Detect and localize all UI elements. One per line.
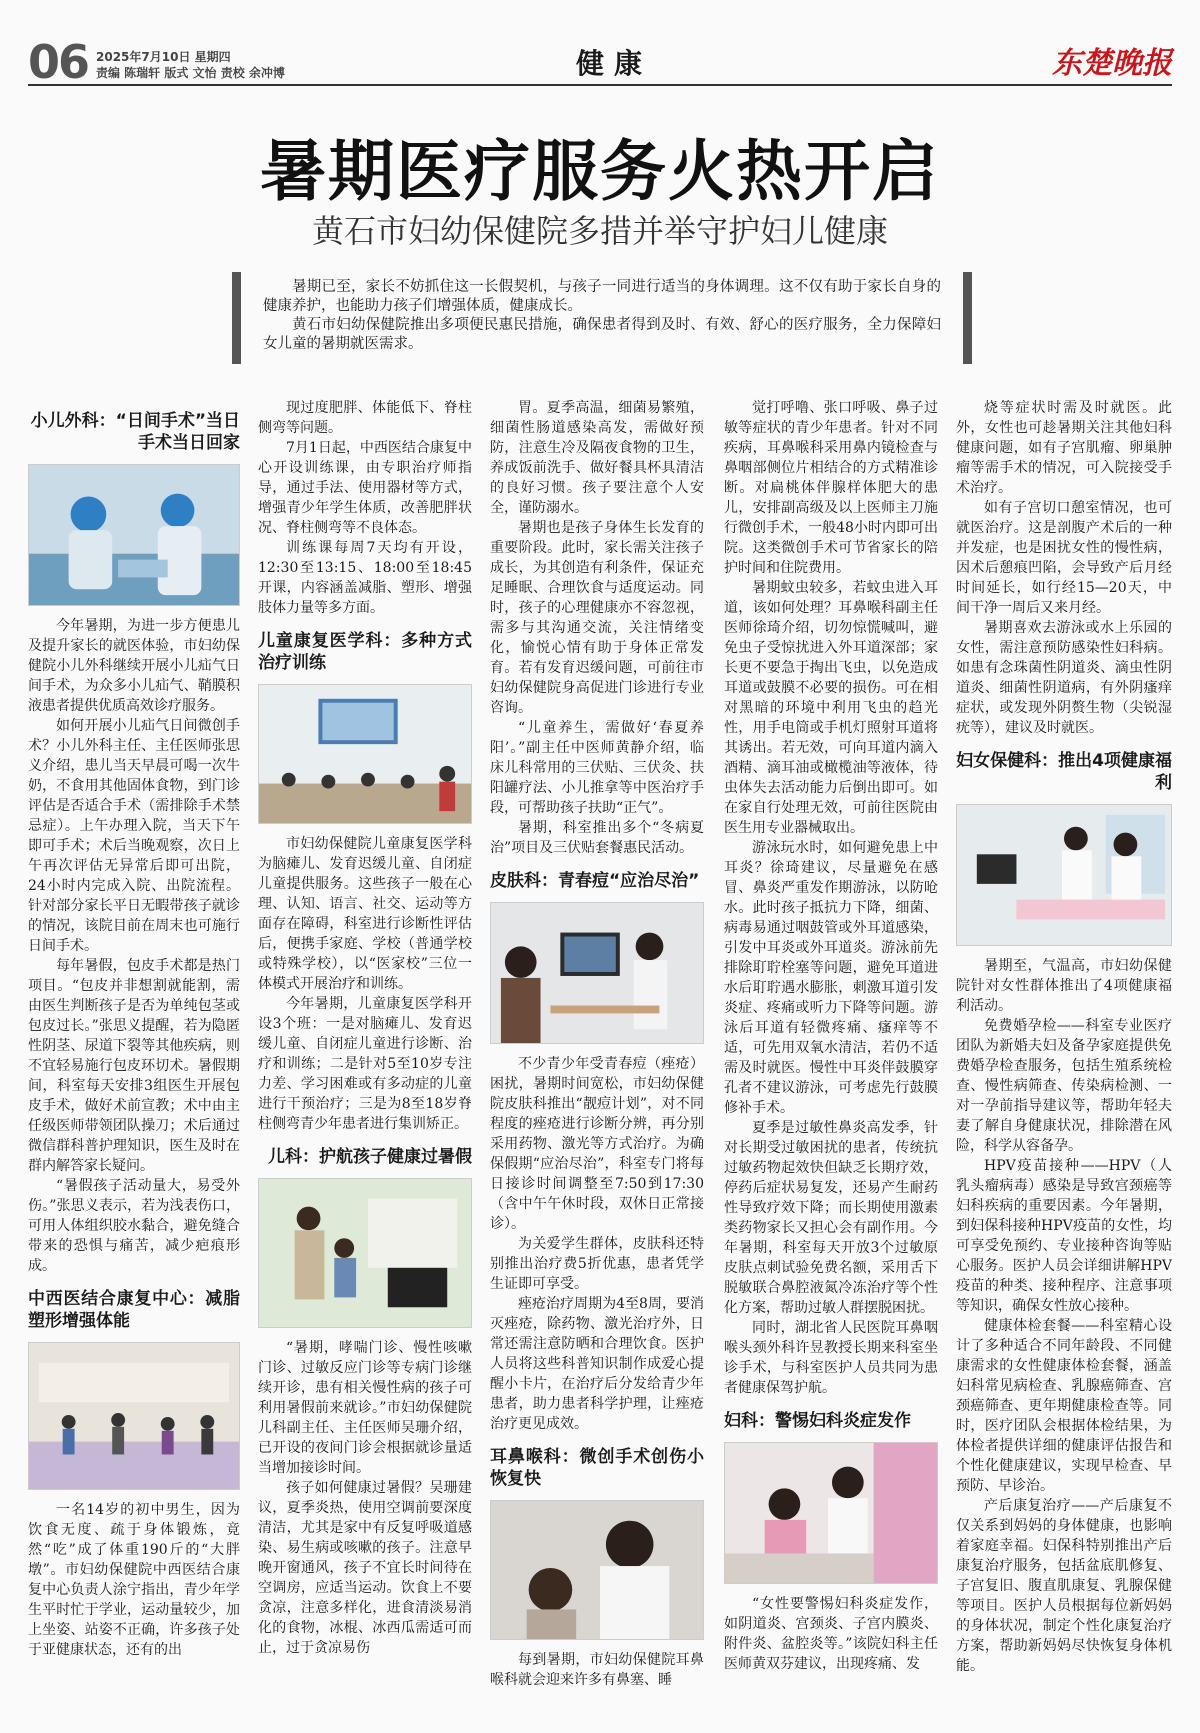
photo-womens-health: [956, 804, 1172, 946]
paragraph: HPV疫苗接种——HPV（人乳头瘤病毒）感染是导致宫颈癌等妇科疾病的重要因素。今年暑期，到妇保科接种HPV疫苗的女性，均可享受免预约、专业接种咨询等贴心服务。医护人员会详细讲解HPV疫苗的种类、接种程序、注意事项等知识，确保女性放心接种。: [956, 1158, 1172, 1314]
column-2: [258, 398, 472, 1723]
subheading-ent: 耳鼻喉科：微创手术创伤小恢复快: [490, 1447, 704, 1489]
paragraph: 训练课每周7天均有开设，12:30至13:15、18:00至18:45开课，内容涵盖减脂、塑形、增强肢体力量等多方面。: [258, 540, 472, 616]
subheading-dermatology: 皮肤科：青春痘“应治尽治”: [490, 871, 700, 891]
paragraph: 烧等症状时需及时就医。此外，女性也可趁暑期关注其他妇科健康问题，如有子宫肌瘤、卵巢肿瘤等需手术的情况，可入院接受手术治疗。: [956, 400, 1172, 496]
photo-exercise: [28, 1342, 240, 1490]
paragraph: 每年暑假，包皮手术都是热门项目。“包皮并非想割就能割，需由医生判断孩子是否为单纯包茎或包皮过长。”张思义提醒，若为隐匿性阴茎、尿道下裂等其他疾病，则不宜轻易施行包皮环切术。暑假期间，科室每天安排3组医生开展包皮手术，做好术前宣教；术中由主任级医师带领团队操刀；术后通过微信群科普护理知识，医生及时在群内解答家长疑问。: [28, 958, 240, 1174]
paragraph: “暑假孩子活动量大，易受外伤。”张思义表示，若为浅表伤口，可用人体组织胶水黏合，避免缝合带来的恐惧与痛苦，减少疤痕形成。: [28, 1178, 240, 1274]
paragraph: 暑期至，气温高，市妇幼保健院针对女性群体推出了4项健康福利活动。: [956, 958, 1172, 1014]
page-number: 06: [28, 35, 89, 89]
lead-paragraph: 黄石市妇幼保健院推出多项便民惠民措施，确保患者得到及时、有效、舒心的医疗服务，全力保障妇女儿童的暑期就医需求。: [263, 317, 941, 352]
subheading-rehab-center: 中西医结合康复中心：减脂塑形增强体能: [28, 1289, 240, 1331]
photo-classroom: [258, 684, 472, 824]
photo-surgery: [28, 464, 240, 606]
photo-dermatology: [490, 902, 704, 1044]
paragraph: 每到暑期，市妇幼保健院耳鼻喉科就会迎来许多有鼻塞、睡: [490, 1652, 704, 1688]
paragraph: 为关爱学生群体，皮肤科还特别推出治疗费5折优惠，患者凭学生证即可享受。: [490, 1236, 704, 1292]
paragraph: 今年暑期，为进一步方便患儿及提升家长的就医体验，市妇幼保健院小儿外科继续开展小儿疝气日间手术，为众多小儿疝气、鞘膜积液患者提供优质高效诊疗服务。: [28, 618, 240, 714]
column-3: [490, 398, 704, 1723]
subheading-pediatrics: 儿科：护航孩子健康过暑假: [268, 1147, 472, 1167]
column-5: [956, 398, 1172, 1723]
paragraph: 觉打呼噜、张口呼吸、鼻子过敏等症状的青少年患者。针对不同疾病，耳鼻喉科采用鼻内镜检查与鼻咽部侧位片相结合的方式精准诊断。对扁桃体伴腺样体肥大的患儿，安排副高级及以上医师主刀施行微创手术，一般48小时内即可出院。这类微创手术可节省家长的陪护时间和住院费用。: [724, 400, 938, 576]
lead-box: [232, 272, 972, 364]
date-line: 2025年7月10日 星期四: [96, 50, 231, 64]
paragraph: 暑期蚊虫较多，若蚊虫进入耳道，该如何处理？耳鼻喉科副主任医师徐琦介绍，切勿惊慌喊叫，避免虫子受惊扰进入外耳道深部；家长更不要急于掏出飞虫，以免造成耳道或鼓膜不必要的损伤。可在相对黑暗的环境中利用飞虫的趋光性，用手电筒或手机灯照射耳道将其诱出。若无效，可向耳道内滴入酒精、滴耳油或橄榄油等液体，待虫体失去活动能力后倒出即可。如在家自行处理无效，可前往医院由医生用专业器械取出。: [724, 580, 938, 836]
column-1: [28, 398, 240, 1723]
subheadline: 黄石市妇幼保健院多措并举守护妇儿健康: [311, 212, 888, 250]
subheading-pediatric-surgery: 小儿外科：“日间手术”当日手术当日回家: [30, 411, 240, 453]
paragraph: 如何开展小儿疝气日间微创手术？小儿外科主任、主任医师张思义介绍，患儿当天早晨可喝一次牛奶，不食用其他固体食物，到门诊评估是否适合手术（需排除手术禁忌症）。上午办理入院，当天下午即可手术；术后当晚观察，次日上午再次评估无异常后即可出院，24小时内完成入院、出院流程。针对部分家长平日无暇带孩子就诊的情况，该院目前在周末也可施行日间手术。: [28, 718, 240, 954]
paragraph: 胃。夏季高温，细菌易繁殖，细菌性肠道感染高发，需做好预防，注意生冷及隔夜食物的卫生，养成饭前洗手、做好餐具杯具清洁的良好习惯。孩子要注意个人安全，谨防溺水。: [490, 400, 704, 516]
paragraph: 如有子宫切口憩室情况，也可就医治疗。这是剖腹产术后的一种并发症，也是困扰女性的慢性病，因术后憩痕凹陷，会导致产后月经时间延长，如行经15—20天，中间干净一周后又来月经。: [956, 500, 1172, 616]
paragraph: 市妇幼保健院儿童康复医学科为脑瘫儿、发育迟缓儿童、自闭症儿童提供服务。这些孩子一般在心理、认知、语言、社交、运动等方面存在障碍，科室进行诊断性评估后，便携手家庭、学校（普通学校或特殊学校），以“医家校”三位一体模式开展治疗和训练。: [258, 836, 472, 992]
paragraph: 孩子如何健康过暑假？吴珊建议，夏季炎热，使用空调前要深度清洁，尤其是家中有反复呼吸道感染、易生病或咳嗽的孩子。注意早晚开窗通风，孩子不宜长时间待在空调房，应适当运动。饮食上不要贪凉，注意多样化，进食清淡易消化的食物，冰棍、冰西瓜需适可而止，过于贪凉易伤: [258, 1480, 472, 1656]
paragraph: 现过度肥胖、体能低下、脊柱侧弯等问题。: [258, 400, 472, 436]
paragraph: 痤疮治疗周期为4至8周，要消灭痤疮，除药物、激光治疗外，日常还需注意防晒和合理饮食。医护人员将这些科普知识制作成爱心提醒小卡片，在治疗后分发给青少年患者，助力患者科学护理，让痤疮治疗更见成效。: [490, 1296, 704, 1432]
column-4: [724, 398, 938, 1723]
paragraph: “暑期，哮喘门诊、慢性咳嗽门诊、过敏反应门诊等专病门诊继续开诊，患有相关慢性病的孩子可利用暑假前来就诊。”市妇幼保健院儿科副主任、主任医师吴珊介绍，已开设的夜间门诊会根据就诊量适当增加接诊时间。: [258, 1340, 472, 1476]
section-title: 健康: [576, 47, 653, 80]
paragraph: 暑期喜欢去游泳或水上乐园的女性，需注意预防感染性妇科病。如患有念珠菌性阴道炎、滴虫性阴道炎、细菌性阴道病，有外阴瘙痒症状，或发现外阴赘生物（尖锐湿疣等），建议及时就医。: [956, 620, 1172, 736]
paragraph: 暑期，科室推出多个“冬病夏治”项目及三伏贴套餐惠民活动。: [490, 820, 704, 856]
headline: 暑期医疗服务火热开启: [260, 133, 940, 210]
staff-line: 责编 陈瑞轩 版式 文怡 责校 余冲博: [96, 66, 285, 80]
photo-pediatric-clinic: [258, 1178, 472, 1328]
paragraph: 同时，湖北省人民医院耳鼻咽喉头颈外科许昱教授长期来科室坐诊手术，与科室医护人员共同为患者健康保驾护航。: [724, 1320, 938, 1396]
page-header: [28, 35, 1172, 89]
paragraph: 健康体检套餐——科室精心设计了多种适合不同年龄段、不同健康需求的女性健康体检套餐，涵盖妇科常见病检查、乳腺癌筛查、宫颈癌筛查、更年期健康检查等。同时，医疗团队会根据体检结果，为体检者提供详细的健康评估报告和个性化健康建议，实现早检查、早预防、早诊治。: [956, 1318, 1172, 1494]
paragraph: 一名14岁的初中男生，因为饮食无度、疏于身体锻炼，竟然“吃”成了体重190斤的“大胖墩”。市妇幼保健院中西医结合康复中心负责人涂宁指出，青少年学生平时忙于学业，运动量较少，加上坐姿、站姿不正确，许多孩子处于亚健康状态，还有的出: [28, 1502, 240, 1658]
paragraph: 夏季是过敏性鼻炎高发季，针对长期受过敏困扰的患者，传统抗过敏药物起效快但缺乏长期疗效，停药后症状易复发，还易产生耐药性导致疗效下降；而长期使用激素类药物家长又担心会有副作用。今年暑期，科室每天开放3个过敏原皮肤点刺试验免费名额，采用舌下脱敏联合鼻腔液氮冷冻治疗等个性化方案，帮助过敏人群摆脱困扰。: [724, 1120, 938, 1316]
paragraph: 不少青少年受青春痘（痤疮）困扰，暑期时间宽松，市妇幼保健院皮肤科推出“靓痘计划”，对不同程度的痤疮进行诊断分辨，再分别采用药物、激光等方式治疗。为确保假期“应治尽治”，科室专门将每日接诊时间调整至7:50到17:30（含中午午休时段，双休日正常接诊）。: [490, 1056, 704, 1232]
subheading-womens-health: 妇女保健科：推出4项健康福利: [956, 751, 1172, 793]
newspaper-logo: 东楚晚报: [1052, 46, 1172, 81]
photo-gynecology: [724, 1442, 938, 1584]
paragraph: 游泳玩水时，如何避免患上中耳炎？徐琦建议，尽量避免在感冒、鼻炎严重发作期游泳，以防呛水。此时孩子抵抗力下降，细菌、病毒易通过咽鼓管或外耳道感染，引发中耳炎或外耳道炎。游泳前先排除耵聍栓塞等问题，避免耳道进水后耵聍遇水膨胀，刺激耳道引发炎症、疼痛或听力下降等问题。游泳后耳道有轻微疼痛、瘙痒等不适，可先用双氧水清洁，若仍不适需及时就医。慢性中耳炎伴鼓膜穿孔者不建议游泳，可考虑先行鼓膜修补手术。: [724, 840, 938, 1116]
paragraph: “儿童养生，需做好‘春夏养阳’。”副主任中医师黄静介绍，临床儿科常用的三伏贴、三伏灸、扶阳罐疗法、小儿推拿等中医治疗手段，可帮助孩子扶助“正气”。: [490, 720, 704, 816]
subheading-gynecology: 妇科：警惕妇科炎症发作: [724, 1411, 911, 1431]
subheading-child-rehab: 儿童康复医学科：多种方式治疗训练: [258, 631, 472, 673]
photo-ent: [490, 1500, 704, 1640]
paragraph: 暑期也是孩子身体生长发育的重要阶段。此时，家长需关注孩子成长，为其创造有利条件，保证充足睡眠、合理饮食与适度运动。同时，孩子的心理健康亦不容忽视，需多与其沟通交流，关注情绪变化，愉悦心情有助于身体正常发育。若有发育迟缓问题，可前往市妇幼保健院身高促进门诊进行专业咨询。: [490, 520, 704, 716]
lead-paragraph: 暑期已至，家长不妨抓住这一长假契机，与孩子一同进行适当的身体调理。这不仅有助于家长自身的健康养护，也能助力孩子们增强体质，健康成长。: [263, 279, 941, 314]
paragraph: “女性要警惕妇科炎症发作，如阴道炎、宫颈炎、子宫内膜炎、附件炎、盆腔炎等。”该院妇科主任医师黄双芬建议，出现疼痛、发: [724, 1596, 938, 1672]
paragraph: 免费婚孕检——科室专业医疗团队为新婚夫妇及备孕家庭提供免费婚孕检查服务，包括生殖系统检查、慢性病筛查、传染病检测、一对一孕前指导建议等，帮助年轻夫妻了解自身健康状况，排除潜在风险，科学从容备孕。: [956, 1018, 1172, 1154]
paragraph: 今年暑期，儿童康复医学科开设3个班：一是对脑瘫儿、发育迟缓儿童、自闭症儿童进行诊断、治疗和训练；二是针对5至10岁专注力差、学习困难或有多动症的儿童进行干预治疗；三是为8至18岁脊柱侧弯青少年患者进行集训矫正。: [258, 996, 472, 1132]
paragraph: 产后康复治疗——产后康复不仅关系到妈妈的身体健康，也影响着家庭幸福。妇保科特别推出产后康复治疗服务，包括盆底肌修复、子宫复旧、腹直肌康复、乳腺保健等项目。医护人员根据每位新妈妈的身体状况，制定个性化康复治疗方案，帮助新妈妈尽快恢复身体机能。: [956, 1498, 1172, 1674]
paragraph: 7月1日起，中西医结合康复中心开设训练课，由专职治疗师指导，通过手法、使用器材等方式，增强青少年学生体质，改善肥胖状况、脊柱侧弯等不良体态。: [258, 440, 472, 536]
